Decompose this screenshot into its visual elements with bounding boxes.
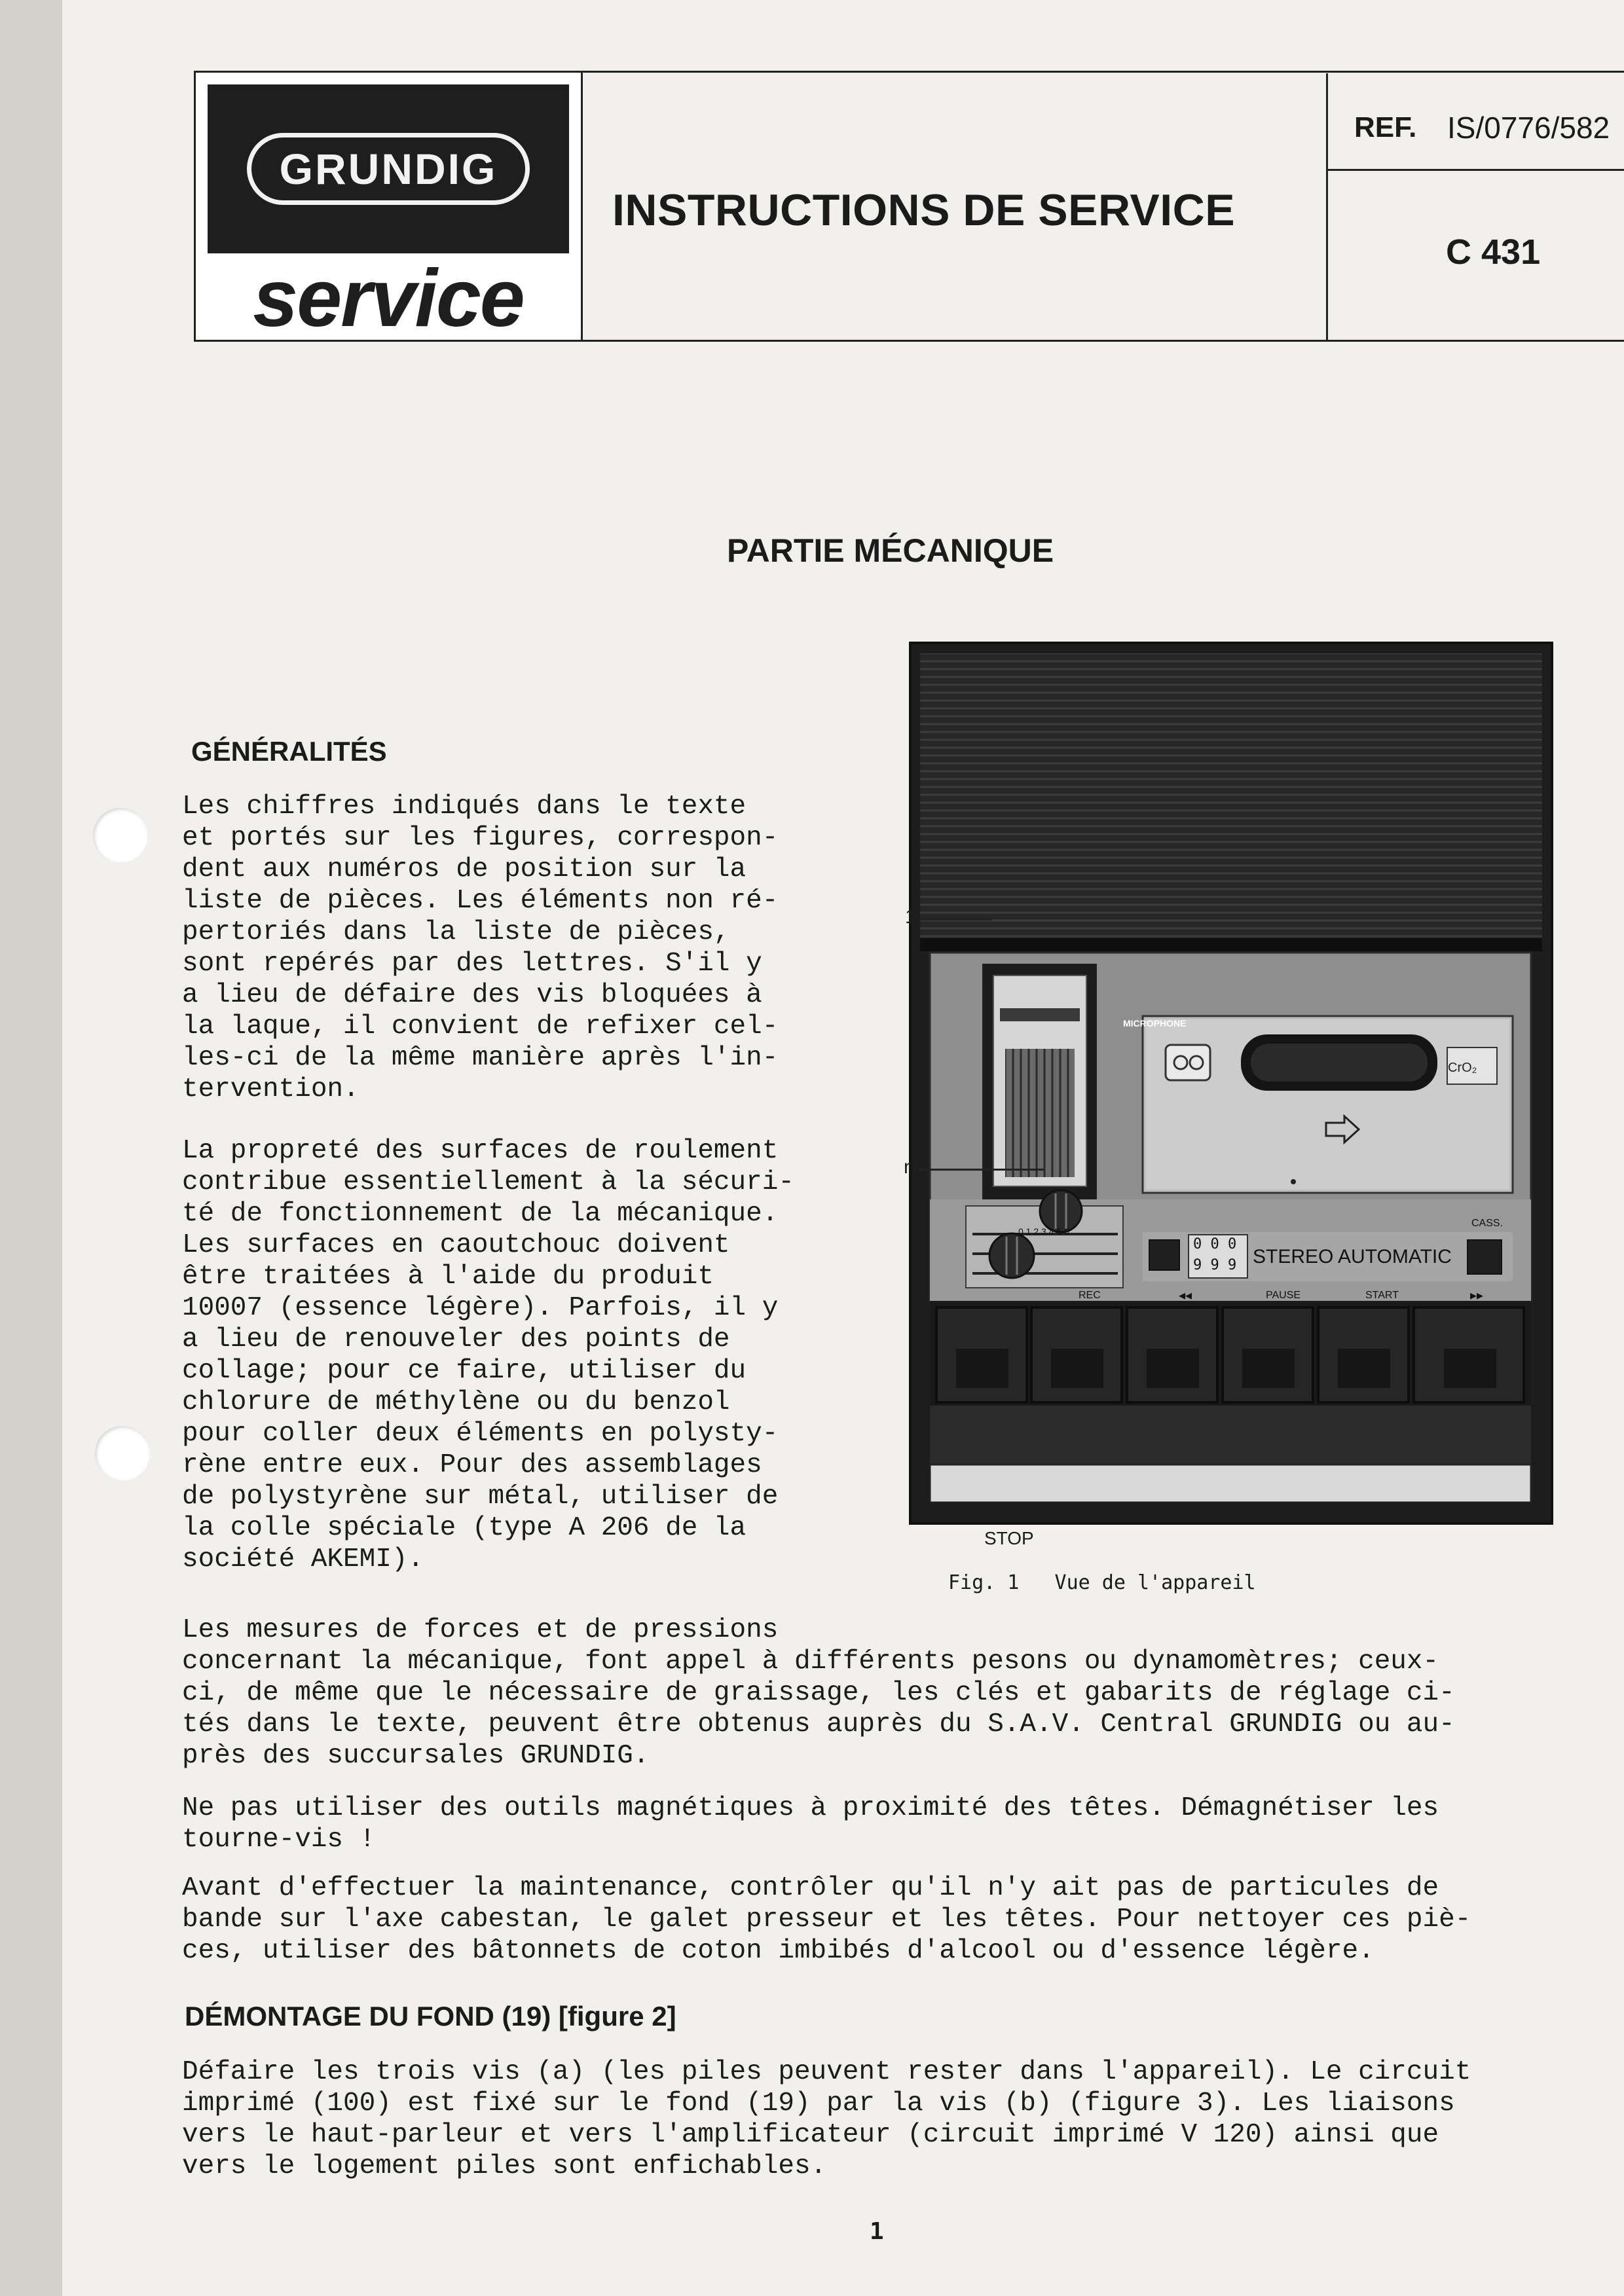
device-figure [907, 642, 1555, 1548]
cro2-badge: CrO₂ [1448, 1061, 1477, 1075]
logo-black-panel [208, 84, 569, 253]
ref-label: REF. [1354, 111, 1417, 143]
figure-label-n: n [904, 1156, 915, 1178]
model-number: C 431 [1446, 232, 1541, 272]
logo-service-text: service [253, 253, 524, 344]
mic-label: MICROPHONE [1123, 1018, 1187, 1029]
heading-demontage: DÉMONTAGE DU FOND (19) [figure 2] [185, 2001, 676, 2032]
paragraph-5: Avant d'effectuer la maintenance, contrôler qu'il n'y ait pas de particules de bande sur l'axe cabestan, le galet presseur et les têtes. Pour nettoyer ces piè- ces, utiliser des bâtonnets de coton imbibés d'alcool ou d'essence légère. [182, 1873, 1471, 1966]
punch-hole-top [93, 808, 148, 863]
btn-stop-label: STOP [984, 1528, 1034, 1548]
paragraph-1: Les chiffres indiqués dans le texte et portés sur les figures, correspon- dent aux numéros de position sur la liste de pièces. Les éléments non ré- pertoriés dans la liste de pièces, sont repérés par des lettres. S'il y a lieu de défaire des vis bloquées à la laque, il convient de refixer cel- les-ci de la même manière après l'in- tervention. [182, 792, 779, 1104]
figure-leader-n [919, 1169, 1044, 1171]
stereo-automatic-label: STEREO AUTOMATIC [1253, 1246, 1452, 1267]
paragraph-6: Défaire les trois vis (a) (les piles peuvent rester dans l'appareil). Le circuit imprimé (100) est fixé sur le fond (19) par la vis (b) (figure 3). Les liaisons vers le haut-parleur et vers l'amplificateur (circuit imprimé V 120) ainsi que vers le logement piles sont enfichables. [182, 2057, 1471, 2181]
punch-hole-bottom [95, 1426, 150, 1481]
btn-rewind-label: ◂◂ [1179, 1288, 1192, 1303]
figure-label-1: 1 [905, 906, 916, 928]
btn-start-label: START [1365, 1290, 1399, 1301]
ref-value: IS/0776/582 [1447, 111, 1610, 145]
page-number: 1 [870, 2218, 884, 2245]
paragraph-2: La propreté des surfaces de roulement contribue essentiellement à la sécuri- té de fonctionnement de la mécanique. Les surfaces en caoutchouc doivent être traitées à l'aide du produit 10007 (essence légère). Parfois, il y a lieu de renouveler des points de collage; pour ce faire, utiliser du chlorure de méthylène ou du benzol pour coller deux éléments en polysty- rène entre eux. Pour des assemblages de polystyrène sur métal, utiliser de la colle spéciale (type A 206 de la société AKEMI). [182, 1136, 794, 1575]
counter-top: 0 0 0 [1193, 1236, 1237, 1252]
cass-label: CASS. [1471, 1218, 1504, 1229]
scan-edge [0, 0, 62, 2296]
section-title: PARTIE MÉCANIQUE [727, 532, 1054, 569]
level-scale: 0 1 2 3 4 5 6 [1018, 1226, 1069, 1237]
btn-pause-label: PAUSE [1266, 1290, 1301, 1301]
logo-brand-text: GRUNDIG [279, 145, 498, 193]
figure-caption: Fig. 1 Vue de l'appareil [948, 1571, 1256, 1594]
grundig-logo [194, 71, 583, 342]
btn-ff-label: ▸▸ [1470, 1288, 1484, 1303]
header-rule-top [583, 71, 1624, 73]
heading-generalites: GÉNÉRALITÉS [191, 736, 387, 767]
paragraph-3: Les mesures de forces et de pressions concernant la mécanique, font appel à différents pesons ou dynamomètres; ceux- ci, de même que le nécessaire de graissage, les clés et gabarits de réglage ci- tés dans le texte, peuvent être obtenus auprès du S.A.V. Central GRUNDIG ou au- près des succursales GRUNDIG. [182, 1615, 1455, 1771]
counter-bottom: 9 9 9 [1193, 1257, 1237, 1273]
document-title: INSTRUCTIONS DE SERVICE [612, 185, 1236, 235]
btn-rec-label: REC [1079, 1290, 1101, 1301]
figure-leader-1 [919, 919, 991, 920]
paragraph-4: Ne pas utiliser des outils magnétiques à proximité des têtes. Démagnétiser les tourne-vis ! [182, 1793, 1439, 1855]
cassette-recorder-illustration [907, 642, 1555, 1525]
ref-divider [1326, 169, 1624, 171]
